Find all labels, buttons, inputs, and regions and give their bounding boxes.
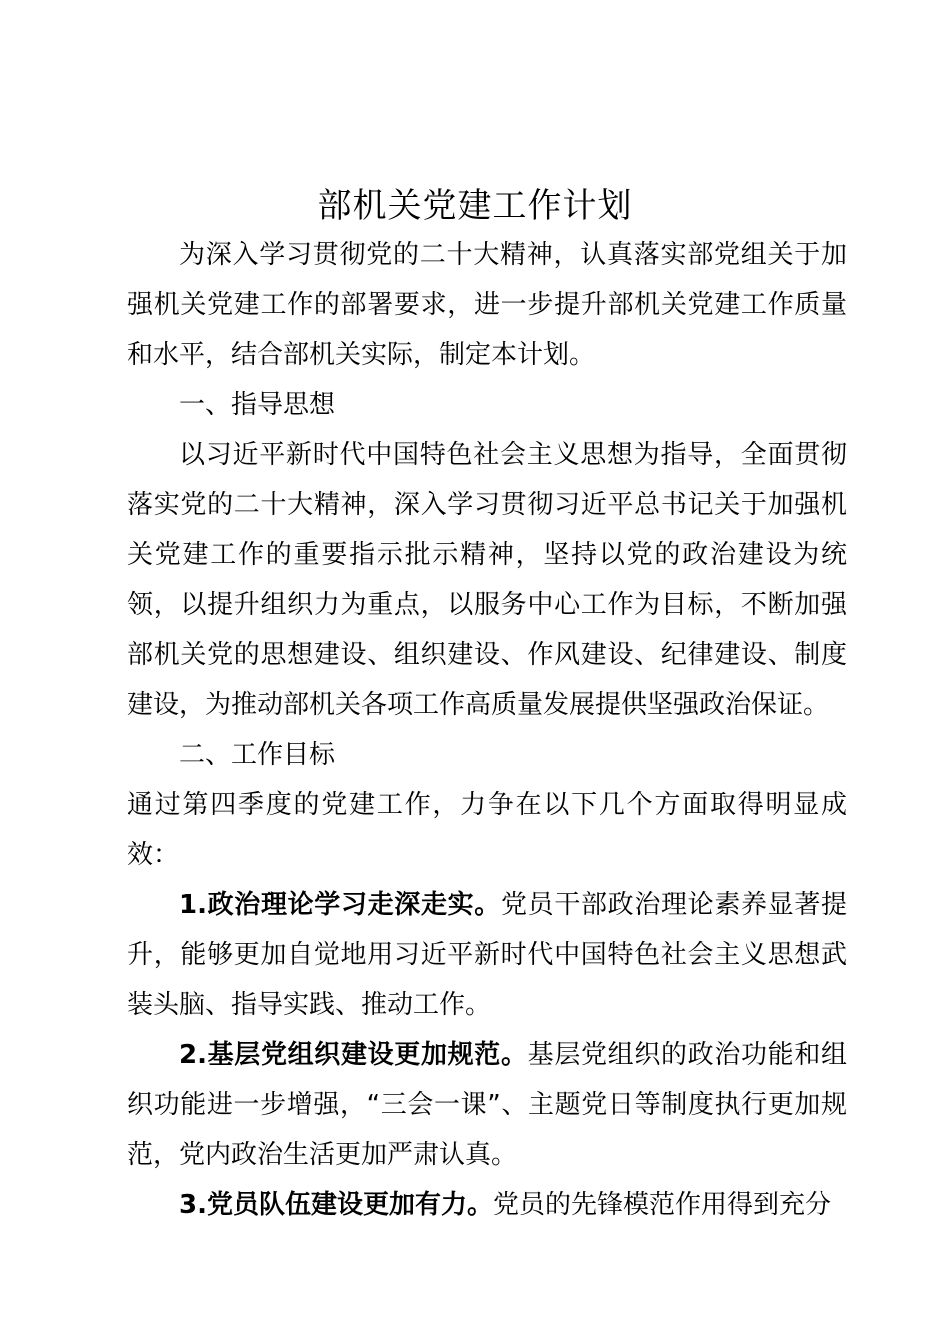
goal-2-title: 2.基层党组织建设更加规范。: [179, 1040, 528, 1070]
section-2-heading: 二、工作目标: [179, 740, 336, 770]
goal-3-title: 3.党员队伍建设更加有力。: [179, 1190, 493, 1220]
goal-paragraph-1: [127, 880, 847, 1030]
document-body: [127, 230, 847, 1230]
goal-1-text: 党员干部政治理论素养显著提升，能够更加自觉地用习近平新时代中国特色社会主义思想武装头脑、指导实践、推动工作。: [127, 890, 847, 1020]
goal-2-text: 基层党组织的政治功能和组织功能进一步增强，“三会一课”、主题党日等制度执行更加规范，党内政治生活更加严肃认真。: [127, 1040, 847, 1170]
goal-1-title: 1.政治理论学习走深走实。: [179, 890, 501, 920]
section-1-heading: 一、指导思想: [179, 390, 336, 420]
section-2-lead: 通过第四季度的党建工作，力争在以下几个方面取得明显成效：: [127, 790, 847, 870]
document-title: 部机关党建工作计划: [317, 186, 633, 226]
intro-paragraph: 为深入学习贯彻党的二十大精神，认真落实部党组关于加强机关党建工作的部署要求，进一步提升部机关党建工作质量和水平，结合部机关实际，制定本计划。: [127, 240, 847, 370]
goal-paragraph-3: [127, 1180, 847, 1230]
goal-3-text: 党员的先锋模范作用得到充分: [492, 1190, 831, 1220]
goal-paragraph-2: [127, 1030, 847, 1180]
section-1-paragraph: 以习近平新时代中国特色社会主义思想为指导，全面贯彻落实党的二十大精神，深入学习贯彻习近平总书记关于加强机关党建工作的重要指示批示精神，坚持以党的政治建设为统领，以提升组织力为重点，以服务中心工作为目标，不断加强部机关党的思想建设、组织建设、作风建设、纪律建设、制度建设，为推动部机关各项工作高质量发展提供坚强政治保证。: [127, 440, 847, 720]
